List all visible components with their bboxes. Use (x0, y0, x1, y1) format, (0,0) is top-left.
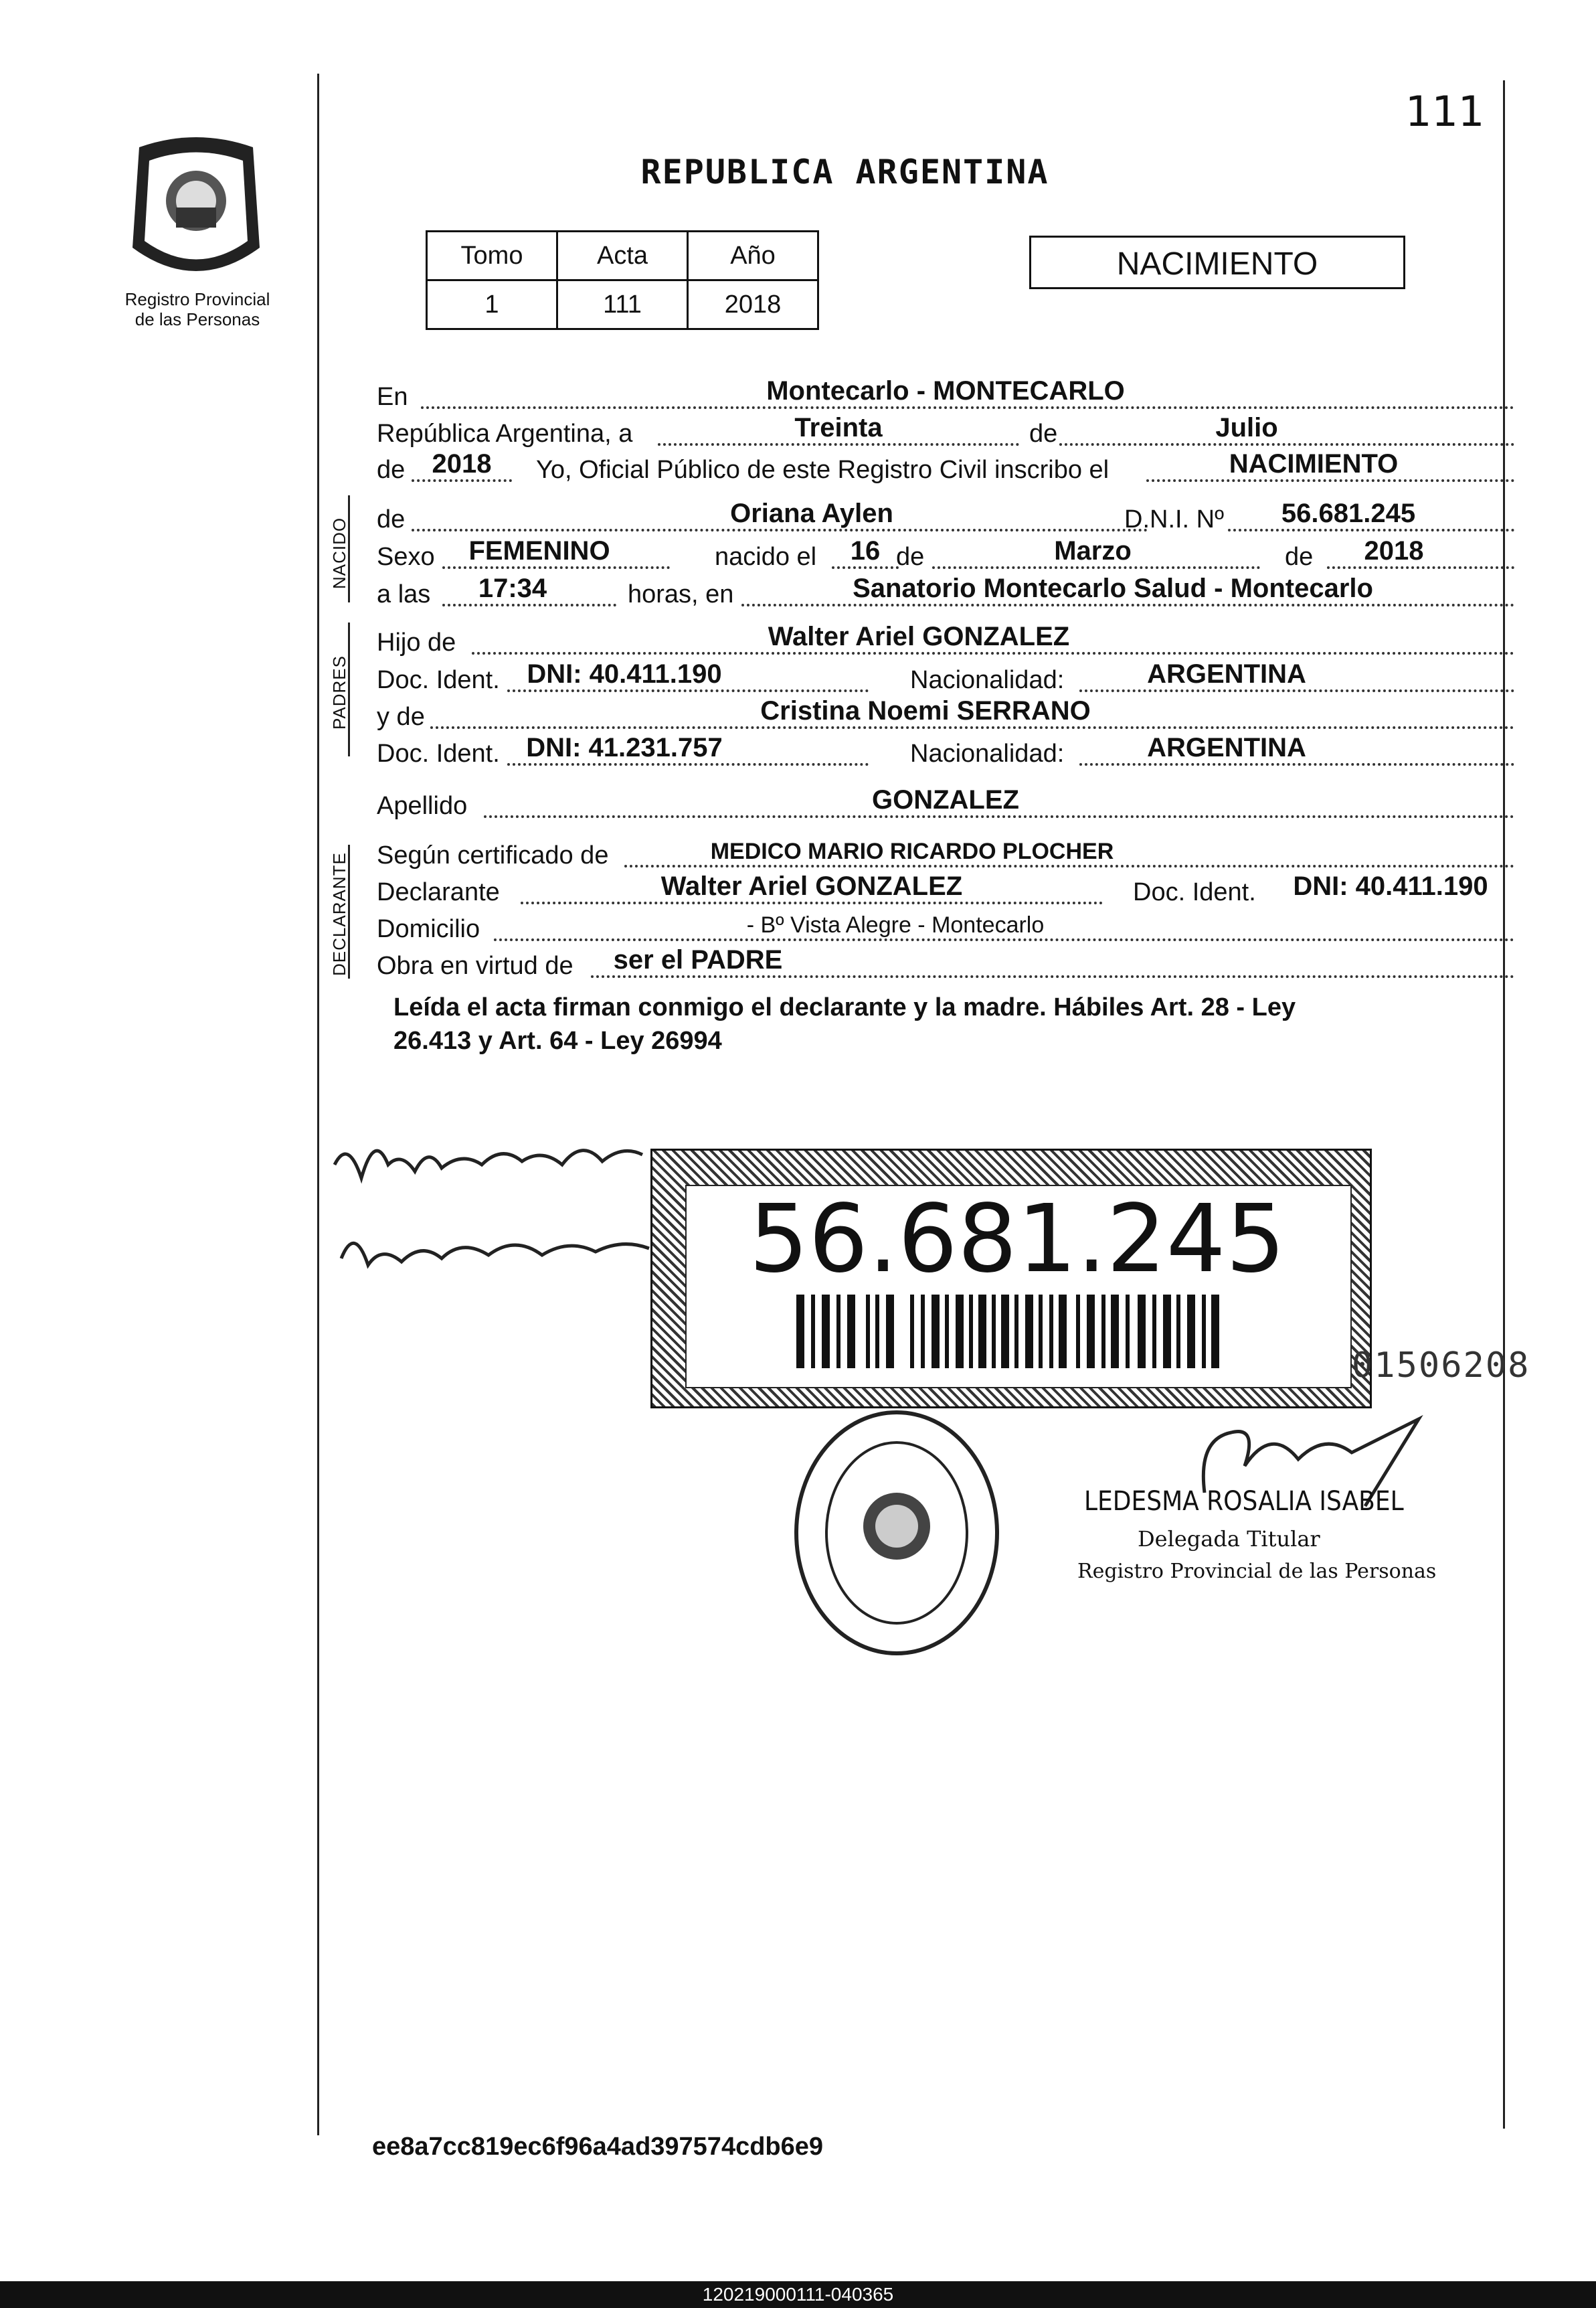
value-child-dni: 56.681.245 (1281, 499, 1416, 528)
row-certificate (377, 837, 1474, 870)
tomo-header: Tomo (427, 232, 557, 280)
document-hash: ee8a7cc819ec6f96a4ad397574cdb6e9 (372, 2133, 824, 2161)
row-date (377, 415, 1474, 448)
registry-caption-line1: Registro Provincial (124, 289, 270, 309)
sticker-serial: 01506208 (1352, 1345, 1530, 1386)
label-en: En (377, 383, 408, 411)
value-father: Walter Ariel GONZALEZ (768, 622, 1070, 651)
label-de-nacido: de (377, 505, 406, 533)
label-de-anio: de (1285, 543, 1314, 571)
value-declarant-doc: DNI: 40.411.190 (1293, 872, 1488, 901)
label-de-mes: de (896, 543, 925, 571)
value-father-doc: DNI: 40.411.190 (527, 659, 722, 689)
act-type-box: NACIMIENTO (1029, 236, 1405, 289)
row-address (377, 910, 1474, 944)
side-label-nacido: NACIDO (329, 517, 349, 589)
value-birth-year: 2018 (1364, 536, 1424, 566)
label-de-year: de (377, 456, 406, 484)
official-seal-icon (790, 1406, 1004, 1660)
official-org: Registro Provincial de las Personas (1077, 1560, 1437, 1583)
label-yo: Yo, Oficial Público de este Registro Civil inscribo el (536, 456, 1110, 484)
row-mother-doc (377, 735, 1474, 768)
footer-code: 120219000111-040365 (0, 2281, 1596, 2308)
row-father-doc (377, 661, 1474, 695)
row-capacity (377, 947, 1474, 981)
label-declarante: Declarante (377, 878, 500, 906)
right-margin-line (1503, 80, 1505, 2129)
value-birth-time: 17:34 (478, 574, 547, 603)
label-doc-ident-father: Doc. Ident. (377, 666, 500, 694)
acta-header: Acta (557, 232, 688, 280)
label-sexo: Sexo (377, 543, 435, 571)
left-margin-line (317, 74, 319, 2135)
row-sex (377, 538, 1474, 572)
anio-header: Año (688, 232, 818, 280)
label-a-las: a las (377, 580, 431, 608)
label-segun-cert: Según certificado de (377, 841, 609, 870)
label-republica: República Argentina, a (377, 420, 633, 448)
label-y-de: y de (377, 703, 425, 731)
value-birth-day: 16 (850, 536, 881, 566)
row-place (377, 378, 1474, 412)
value-mother: Cristina Noemi SERRANO (760, 696, 1091, 726)
label-dni: D.N.I. Nº (1124, 505, 1224, 533)
row-mother (377, 698, 1474, 732)
tomo-value: 1 (427, 280, 557, 329)
label-de: de (1029, 420, 1058, 448)
value-mother-doc: DNI: 41.231.757 (526, 733, 723, 762)
value-address: - Bº Vista Alegre - Montecarlo (746, 912, 1045, 938)
value-father-nat: ARGENTINA (1147, 659, 1306, 689)
official-name: LEDESMA ROSALIA ISABEL (1084, 1486, 1404, 1517)
value-sex: FEMENINO (468, 536, 610, 566)
value-mother-nat: ARGENTINA (1147, 733, 1306, 762)
label-horas-en: horas, en (628, 580, 734, 608)
label-doc-ident-mother: Doc. Ident. (377, 740, 500, 768)
document-title: REPUBLICA ARGENTINA (640, 153, 1049, 191)
value-birth-place: Sanatorio Montecarlo Salud - Montecarlo (853, 574, 1373, 603)
legal-text (393, 991, 1491, 1058)
label-apellido: Apellido (377, 792, 468, 820)
value-day-words: Treinta (794, 413, 883, 442)
label-nacionalidad-mother: Nacionalidad: (910, 740, 1065, 768)
row-father (377, 624, 1474, 657)
acta-value: 111 (557, 280, 688, 329)
label-doc-ident-declarant: Doc. Ident. (1133, 878, 1256, 906)
page-number: 111 (1405, 87, 1485, 136)
label-nacido-el: nacido el (715, 543, 817, 571)
register-table (426, 230, 819, 330)
row-surname (377, 787, 1474, 821)
row-time (377, 576, 1474, 609)
value-child-name: Oriana Aylen (730, 499, 893, 528)
label-obra: Obra en virtud de (377, 952, 573, 980)
value-certificate: MEDICO MARIO RICARDO PLOCHER (710, 839, 1114, 864)
label-hijo-de: Hijo de (377, 629, 456, 657)
row-child (377, 501, 1474, 534)
legal-text-line1: Leída el acta firman conmigo el declarante y la madre. Hábiles Art. 28 - Ley (393, 993, 1296, 1021)
sticker-number: 56.681.245 (749, 1185, 1285, 1294)
anio-value: 2018 (688, 280, 818, 329)
barcode-icon (796, 1295, 1225, 1368)
value-birth-month: Marzo (1054, 536, 1132, 566)
value-surname: GONZALEZ (872, 785, 1019, 815)
official-role: Delegada Titular (1138, 1526, 1320, 1552)
parents-signatures (328, 1125, 676, 1299)
value-place: Montecarlo - MONTECARLO (766, 376, 1125, 406)
value-capacity: ser el PADRE (613, 945, 783, 975)
value-act: NACIMIENTO (1229, 449, 1399, 479)
side-label-padres: PADRES (329, 655, 349, 730)
row-declarant (377, 872, 1488, 907)
registry-caption (100, 289, 294, 329)
side-label-declarante: DECLARANTE (329, 852, 349, 976)
value-declarant: Walter Ariel GONZALEZ (660, 872, 963, 901)
label-nacionalidad-father: Nacionalidad: (910, 666, 1065, 694)
legal-text-line2: 26.413 y Art. 64 - Ley 26994 (393, 1027, 722, 1055)
label-domicilio: Domicilio (377, 915, 480, 943)
value-month: Julio (1215, 413, 1278, 442)
row-year (377, 451, 1474, 485)
value-year: 2018 (432, 449, 492, 479)
registry-caption-line2: de las Personas (135, 309, 260, 329)
